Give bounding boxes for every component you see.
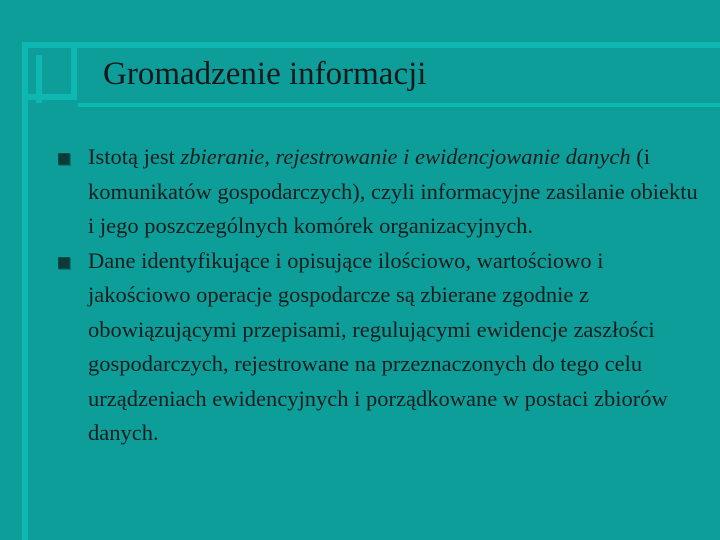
square-bullet-icon [58,257,70,269]
bullet-1-emphasis: zbieranie, rejestrowanie i ewidencjowanie danych [180,144,631,169]
slide-title: Gromadzenie informacji [103,56,427,92]
bullet-item-2 [58,244,698,451]
bullet-1-text-after: (i komunikatów gospodarczych), czyli informacyjne zasilanie obiektu i jego poszczególnych komórek organizacyjnych. [88,144,698,238]
bullet-list [58,140,698,451]
left-decor-line [22,45,28,540]
corner-decor-bar [36,55,42,103]
corner-decor-frame [22,42,77,100]
square-bullet-icon [58,153,70,165]
bullet-item-1 [58,140,698,244]
bullet-2-text: Dane identyfikujące i opisujące ilościowo, wartościowo i jakościowo operacje gospodarcze są zbierane zgodnie z obowiązującymi przepisami, regulującymi ewidencje zaszłości gospodarczych, rejestrowane na przeznaczonych do tego celu urządzeniach ewidencyjnych i porządkowane w postaci zbiorów danych. [88,247,668,445]
bullet-1-text-before: Istotą jest [88,144,181,169]
top-decor-line [28,42,720,48]
title-underline [78,103,720,107]
